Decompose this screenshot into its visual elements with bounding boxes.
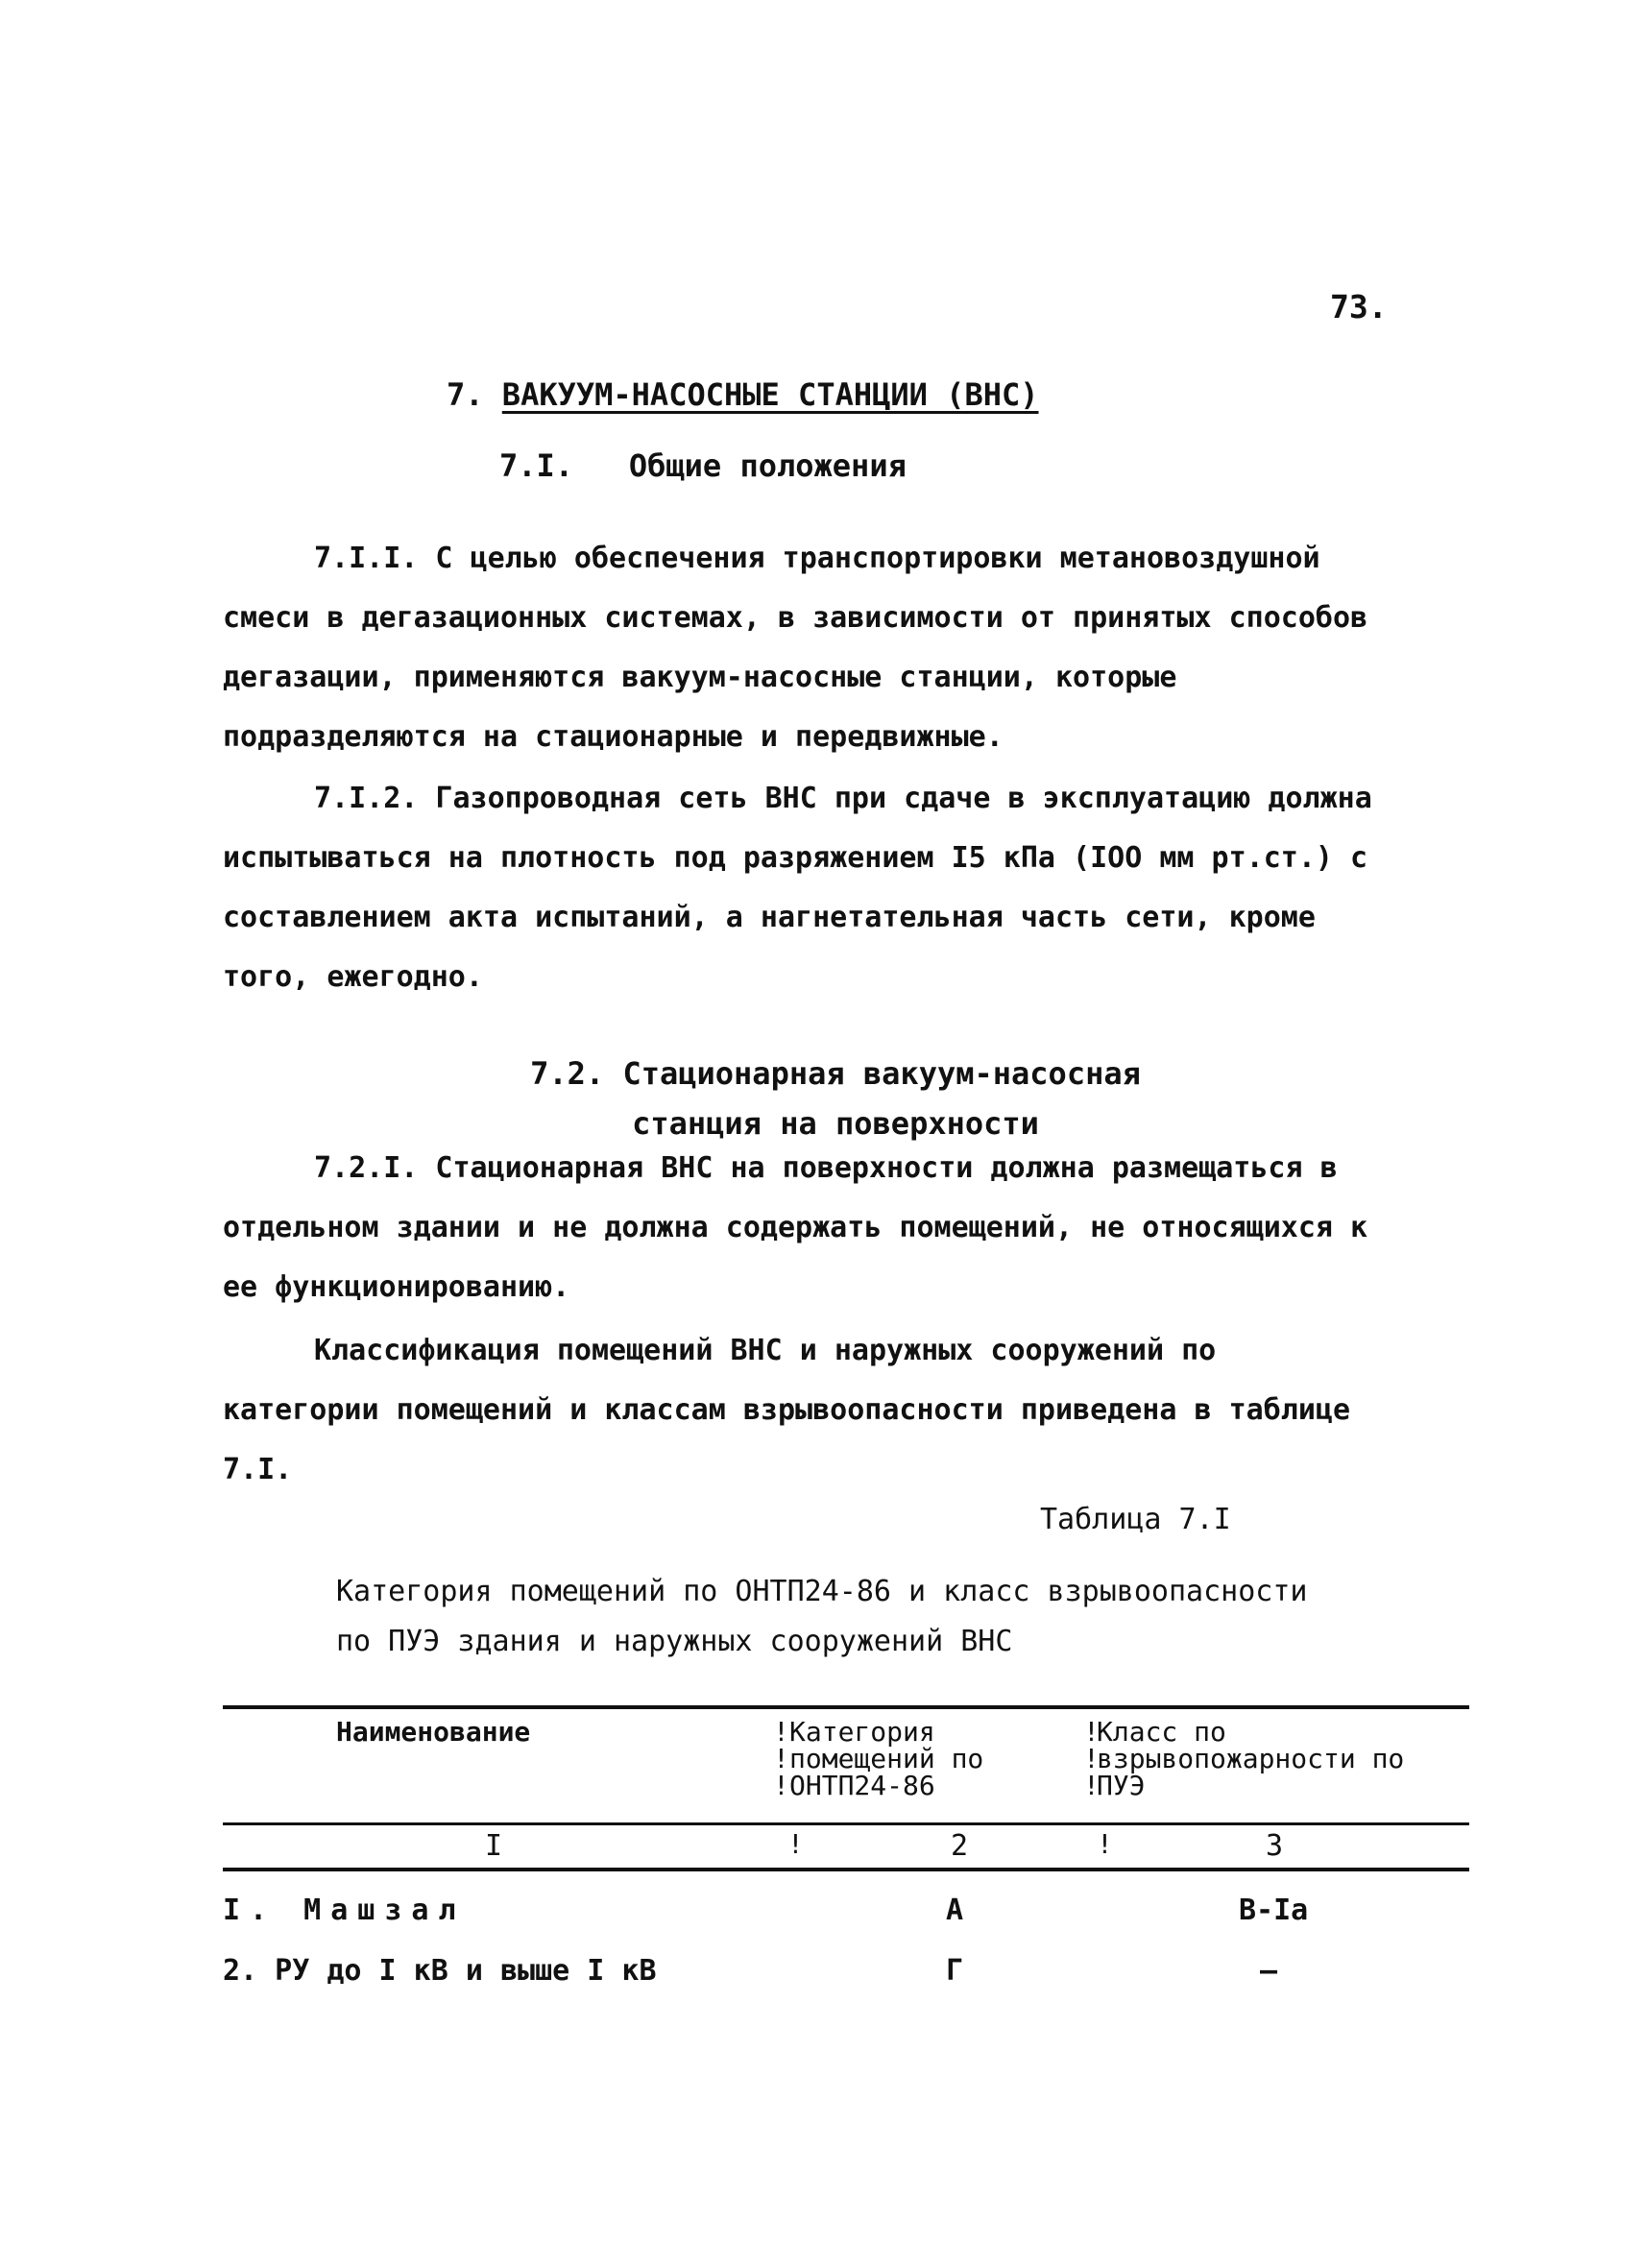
table-row-2-name: 2. РУ до I кВ и выше I кВ [223, 1954, 657, 1988]
paragraph-7-2-1 [223, 1139, 1385, 1317]
table-top-rule [223, 1705, 1469, 1709]
page-number: 73. [1330, 288, 1388, 326]
paragraph-text: 7.2.I. Стационарная ВНС на поверхности должна размещаться в отдельном здании и не должна содержать помещений, не относящихся к ее функционированию. [223, 1151, 1368, 1304]
numbers-rule [223, 1868, 1469, 1871]
paragraph-text: Классификация помещений ВНС и наружных сооружений по категории помещений и классам взрывоопасности приведена в таблице 7.I. [223, 1334, 1350, 1486]
subsection-title-general: 7.I. Общие положения [499, 447, 907, 484]
table-row-2-category: Г [946, 1954, 964, 1988]
section-number: 7. [447, 376, 484, 413]
subsection-title-stationary: 7.2. Стационарная вакуум-насосная станция на поверхности [530, 1055, 1141, 1142]
column-separator: ! [1097, 1828, 1113, 1860]
paragraph-text: 7.I.I. С целью обеспечения транспортировки метановоздушной смеси в дегазационных системах, в зависимости от принятых способов дегазации, применяются вакуум-насосные станции, которые подразделяются на стационарные и передвижные. [223, 542, 1368, 754]
column-separator: ! ! ! [1083, 1716, 1100, 1801]
paragraph-7-1-1 [223, 529, 1385, 767]
header-class: Класс по взрывопожарности по ПУЭ [1097, 1716, 1405, 1801]
table-row-2-class: – [1260, 1954, 1278, 1988]
paragraph-text: 7.I.2. Газопроводная сеть ВНС при сдаче в эксплуатацию должна испытываться на плотность под разряжением I5 кПа (IOO мм рт.ст.) с составлением акта испытаний, а нагнетательная часть сети, кроме того, ежегодно. [223, 782, 1372, 994]
table-row-1-category: А [946, 1894, 964, 1927]
table-caption: Категория помещений по ОНТП24-86 и класс взрывоопасности по ПУЭ здания и наружных сооружений ВНС [336, 1575, 1308, 1658]
column-number-1: I [485, 1829, 503, 1863]
table-label: Таблица 7.I [1040, 1503, 1231, 1536]
column-number-3: 3 [1266, 1829, 1284, 1863]
column-number-2: 2 [951, 1829, 969, 1863]
header-name: Наименование [336, 1716, 531, 1748]
table-row-1-class: В-Iа [1239, 1894, 1309, 1927]
paragraph-7-1-2 [223, 769, 1385, 1007]
header-rule [223, 1822, 1469, 1825]
paragraph-classification [223, 1321, 1385, 1500]
section-title-text: ВАКУУМ-НАСОСНЫЕ СТАНЦИИ (ВНС) [501, 376, 1039, 413]
column-separator: ! [787, 1828, 804, 1860]
section-title [447, 376, 1039, 413]
header-category: Категория помещений по ОНТП24-86 [789, 1716, 984, 1801]
table-row-1-name: I. Машзал [223, 1894, 466, 1927]
column-separator: ! ! ! [773, 1716, 789, 1801]
